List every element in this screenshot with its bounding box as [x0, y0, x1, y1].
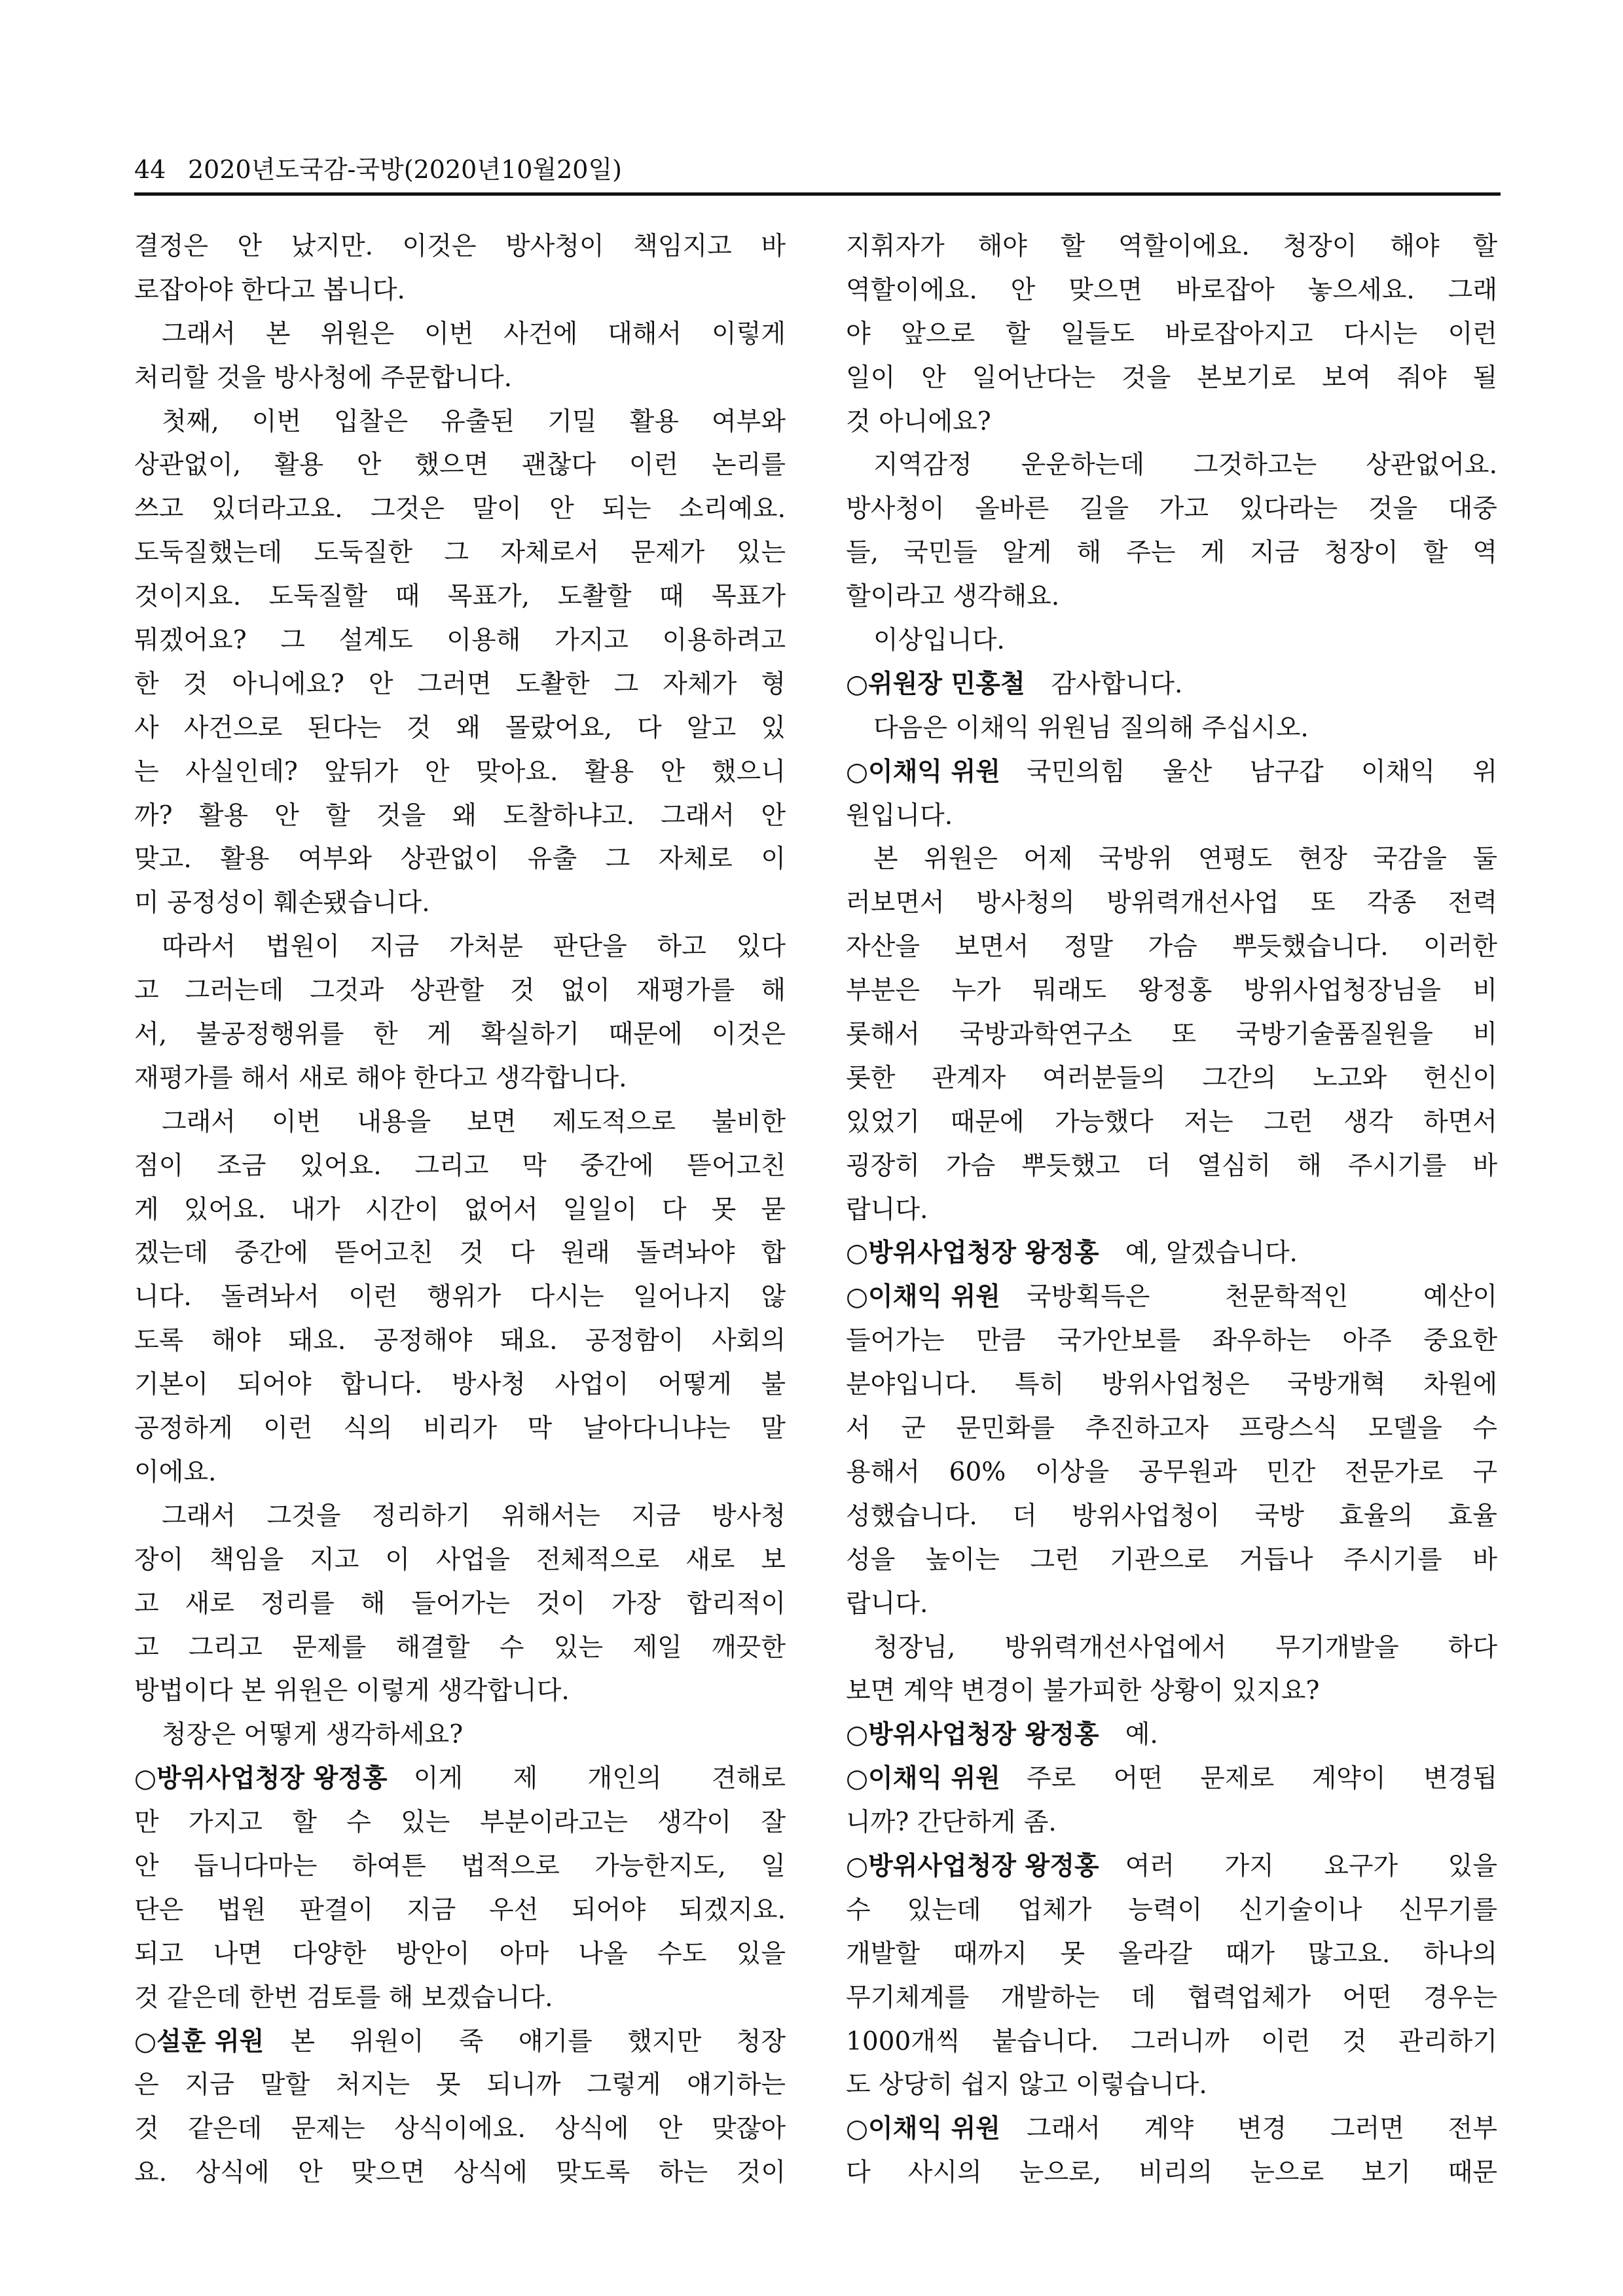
text-line: 뭐겠어요? 그 설계도 이용해 가지고 이용하려고	[134, 626, 786, 656]
paragraph	[846, 707, 1497, 751]
speaker-paragraph	[846, 1713, 1497, 1757]
paragraph	[134, 925, 786, 1101]
text-line: 것이지요. 도둑질할 때 목표가, 도촬할 때 목표가	[134, 582, 786, 612]
speech-text: 국민의힘 울산 남구갑 이채익 위	[1026, 757, 1497, 787]
text-line: 것 같은데 한번 검토를 해 보겠습니다.	[134, 1982, 553, 2013]
text-line: 일이 안 일어난다는 것을 본보기로 보여 줘야 될	[846, 363, 1497, 393]
text-line: 역할이에요. 안 맞으면 바로잡아 놓으세요. 그래	[846, 275, 1497, 305]
speaker-paragraph	[846, 1845, 1497, 2108]
text-line: 맞고. 활용 여부와 상관없이 유출 그 자체로 이	[134, 844, 786, 874]
text-line: 것 같은데 문제는 상식이에요. 상식에 안 맞잖아	[134, 2114, 786, 2144]
text-line: 랍니다.	[846, 1194, 928, 1225]
text-line: 사 사건으로 된다는 것 왜 몰랐어요, 다 알고 있	[134, 713, 786, 743]
text-line: 미 공정성이 훼손됐습니다.	[134, 888, 430, 918]
text-line: 그래서 그것을 정리하기 위해서는 지금 방사청	[162, 1501, 786, 1531]
text-line	[846, 1232, 1497, 1276]
text-line: 고 새로 정리를 해 들어가는 것이 가장 합리적이	[134, 1588, 786, 1619]
text-line: 랍니다.	[846, 1588, 928, 1619]
text-line: 상관없이, 활용 안 했으면 괜찮다 이런 논리를	[134, 450, 786, 480]
text-line: 성했습니다. 더 방위사업청이 국방 효율의 효율	[846, 1501, 1497, 1531]
paragraph	[846, 225, 1497, 444]
text-line: 보면 계약 변경이 불가피한 상황이 있지요?	[846, 1676, 1320, 1706]
text-line: 지역감정 운운하는데 그것하고는 상관없어요.	[873, 450, 1497, 480]
text-line: 개발할 때까지 못 올라갈 때가 많고요. 하나의	[846, 1939, 1497, 1969]
text-line	[846, 663, 1497, 707]
text-line: 겠는데 중간에 뜯어고친 것 다 원래 돌려놔야 합	[134, 1238, 786, 1268]
text-line: 로잡아야 한다고 봅니다.	[134, 275, 405, 305]
speech-text: 그래서 계약 변경 그러면 전부	[1026, 2114, 1497, 2144]
speaker-paragraph	[134, 1757, 786, 2020]
text-line: 요. 상식에 안 맞으면 상식에 맞도록 하는 것이	[134, 2158, 786, 2188]
speaker-name: ○위원장 민홍철	[846, 669, 1025, 699]
paragraph	[846, 1626, 1497, 1714]
speaker-paragraph	[846, 751, 1497, 838]
text-line: 야 앞으로 할 일들도 바로잡아지고 다시는 이런	[846, 319, 1497, 349]
header-rule	[134, 192, 1501, 196]
text-line: 있었기 때문에 가능했다 저는 그런 생각 하면서	[846, 1107, 1497, 1137]
text-line: 롯한 관계자 여러분들의 그간의 노고와 헌신이	[846, 1063, 1497, 1093]
text-line: 방법이다 본 위원은 이렇게 생각합니다.	[134, 1676, 570, 1706]
text-line: 할이라고 생각해요.	[846, 582, 1060, 612]
text-line: 처리할 것을 방사청에 주문합니다.	[134, 363, 513, 393]
paragraph	[134, 313, 786, 401]
text-line: 이에요.	[134, 1457, 217, 1487]
text-line: 한 것 아니에요? 안 그러면 도촬한 그 자체가 형	[134, 669, 786, 699]
paragraph	[846, 444, 1497, 619]
text-line: 단은 법원 판결이 지금 우선 되어야 되겠지요.	[134, 1895, 786, 1925]
text-line: 롯해서 국방과학연구소 또 국방기술품질원을 비	[846, 1020, 1497, 1050]
speaker-name: ○방위사업청장 왕정홍	[846, 1238, 1099, 1268]
text-line: 니까? 간단하게 좀.	[846, 1808, 1057, 1838]
text-line: 서, 불공정행위를 한 게 확실하기 때문에 이것은	[134, 1020, 786, 1050]
speech-text: 본 위원이 죽 얘기를 했지만 청장	[290, 2026, 786, 2056]
text-line	[846, 1713, 1497, 1757]
text-line: 자산을 보면서 정말 가슴 뿌듯했습니다. 이러한	[846, 932, 1497, 962]
text-line: 은 지금 말할 처지는 못 되니까 그렇게 얘기하는	[134, 2070, 786, 2100]
text-line: 기본이 되어야 합니다. 방사청 사업이 어떻게 불	[134, 1370, 786, 1400]
text-line: 1000개씩 붙습니다. 그러니까 이런 것 관리하기	[846, 2026, 1497, 2056]
paragraph	[134, 225, 786, 313]
speech-text: 주로 어떤 문제로 계약이 변경됩	[1026, 1764, 1497, 1794]
text-line: 서 군 문민화를 추진하고자 프랑스식 모델을 수	[846, 1414, 1497, 1444]
text-line: 다음은 이채익 위원님 질의해 주십시오.	[873, 713, 1309, 743]
text-line: 이상입니다.	[873, 626, 1005, 656]
speech-text: 감사합니다.	[1051, 669, 1183, 699]
document-title: 2020년도국감-국방(2020년10월20일)	[188, 155, 622, 184]
text-line: 수 있는데 업체가 능력이 신기술이나 신무기를	[846, 1895, 1497, 1925]
text-line: 까? 활용 안 할 것을 왜 도찰하냐고. 그래서 안	[134, 800, 786, 831]
left-column	[134, 225, 786, 2195]
text-line: 도록 해야 돼요. 공정해야 돼요. 공정함이 사회의	[134, 1326, 786, 1356]
speaker-name: ○이채익 위원	[846, 2114, 1000, 2144]
speaker-name: ○방위사업청장 왕정홍	[846, 1851, 1099, 1881]
text-line: 장이 책임을 지고 이 사업을 전체적으로 새로 보	[134, 1545, 786, 1575]
speaker-name: ○이채익 위원	[846, 757, 1000, 787]
text-line: 점이 조금 있어요. 그리고 막 중간에 뜯어고친	[134, 1151, 786, 1181]
text-line: 되고 나면 다양한 방안이 아마 나올 수도 있을	[134, 1939, 786, 1969]
text-line	[134, 2020, 786, 2064]
text-line: 만 가지고 할 수 있는 부분이라고는 생각이 잘	[134, 1808, 786, 1838]
text-line: 원입니다.	[846, 800, 953, 831]
text-line: 니다. 돌려놔서 이런 행위가 다시는 일어나지 않	[134, 1282, 786, 1312]
text-line: 방사청이 올바른 길을 가고 있다라는 것을 대중	[846, 494, 1497, 524]
speech-text: 이게 제 개인의 견해로	[413, 1764, 786, 1794]
speaker-paragraph	[846, 2108, 1497, 2195]
text-line: 는 사실인데? 앞뒤가 안 맞아요. 활용 안 했으니	[134, 757, 786, 787]
speaker-paragraph	[846, 1232, 1497, 1276]
text-line: 고 그러는데 그것과 상관할 것 없이 재평가를 해	[134, 976, 786, 1006]
speech-text: 예, 알겠습니다.	[1125, 1238, 1298, 1268]
text-line: 본 위원은 어제 국방위 연평도 현장 국감을 둘	[873, 844, 1497, 874]
text-line	[846, 751, 1497, 795]
text-line: 첫째, 이번 입찰은 유출된 기밀 활용 여부와	[162, 406, 786, 437]
text-line: 들어가는 만큼 국가안보를 좌우하는 아주 중요한	[846, 1326, 1497, 1356]
text-line: 결정은 안 났지만. 이것은 방사청이 책임지고 바	[134, 232, 786, 261]
text-line: 청장님, 방위력개선사업에서 무기개발을 하다	[873, 1632, 1497, 1662]
speaker-name: ○이채익 위원	[846, 1282, 1000, 1312]
paragraph	[134, 401, 786, 926]
text-line: 것 아니에요?	[846, 406, 991, 437]
text-line	[846, 2108, 1497, 2151]
text-line	[846, 1276, 1497, 1319]
text-line	[134, 1757, 786, 1801]
text-line: 게 있어요. 내가 시간이 없어서 일일이 다 못 묻	[134, 1194, 786, 1225]
text-line: 청장은 어떻게 생각하세요?	[162, 1720, 464, 1750]
text-line: 지휘자가 해야 할 역할이에요. 청장이 해야 할	[846, 232, 1497, 261]
text-line: 도 상당히 쉽지 않고 이렇습니다.	[846, 2070, 1207, 2100]
speaker-paragraph	[846, 1757, 1497, 1845]
speaker-name: ○방위사업청장 왕정홍	[846, 1720, 1099, 1750]
text-line: 안 듭니다마는 하여튼 법적으로 가능한지도, 일	[134, 1851, 786, 1881]
text-line: 도둑질했는데 도둑질한 그 자체로서 문제가 있는	[134, 538, 786, 568]
text-line: 쓰고 있더라고요. 그것은 말이 안 되는 소리예요.	[134, 494, 786, 524]
text-line: 다 사시의 눈으로, 비리의 눈으로 보기 때문	[846, 2158, 1497, 2188]
paragraph	[846, 619, 1497, 663]
text-line	[846, 1845, 1497, 1889]
speech-text: 예.	[1125, 1720, 1158, 1750]
speech-text: 국방획득은 천문학적인 예산이	[1026, 1282, 1497, 1312]
text-line: 들, 국민들 알게 해 주는 게 지금 청장이 할 역	[846, 538, 1497, 568]
text-line: 따라서 법원이 지금 가처분 판단을 하고 있다	[162, 932, 786, 962]
speech-text: 여러 가지 요구가 있을	[1125, 1851, 1497, 1881]
speaker-name: ○설훈 위원	[134, 2026, 264, 2056]
speaker-paragraph	[846, 1276, 1497, 1626]
paragraph	[134, 1101, 786, 1495]
text-line: 용해서 60% 이상을 공무원과 민간 전문가로 구	[846, 1457, 1497, 1487]
text-line: 고 그리고 문제를 해결할 수 있는 제일 깨끗한	[134, 1632, 786, 1662]
text-line: 그래서 본 위원은 이번 사건에 대해서 이렇게	[162, 319, 786, 349]
paragraph	[134, 1713, 786, 1757]
speaker-paragraph	[846, 663, 1497, 707]
paragraph	[134, 1495, 786, 1713]
paragraph	[846, 838, 1497, 1232]
text-line: 공정하게 이런 식의 비리가 막 날아다니냐는 말	[134, 1414, 786, 1444]
text-line: 무기체계를 개발하는 데 협력업체가 어떤 경우는	[846, 1982, 1497, 2013]
speaker-name: ○이채익 위원	[846, 1764, 1000, 1794]
right-column	[846, 225, 1497, 2195]
text-line	[846, 1757, 1497, 1801]
text-line: 재평가를 해서 새로 해야 한다고 생각합니다.	[134, 1063, 627, 1093]
text-line: 분야입니다. 특히 방위사업청은 국방개혁 차원에	[846, 1370, 1497, 1400]
text-line: 굉장히 가슴 뿌듯했고 더 열심히 해 주시기를 바	[846, 1151, 1497, 1181]
page-number: 44	[134, 155, 166, 184]
speaker-paragraph	[134, 2020, 786, 2196]
page-header	[134, 149, 622, 185]
text-line: 러보면서 방사청의 방위력개선사업 또 각종 전력	[846, 888, 1497, 918]
text-line: 부분은 누가 뭐래도 왕정홍 방위사업청장님을 비	[846, 976, 1497, 1006]
speaker-name: ○방위사업청장 왕정홍	[134, 1764, 388, 1794]
text-line: 성을 높이는 그런 기관으로 거듭나 주시기를 바	[846, 1545, 1497, 1575]
text-line: 그래서 이번 내용을 보면 제도적으로 불비한	[162, 1107, 786, 1137]
